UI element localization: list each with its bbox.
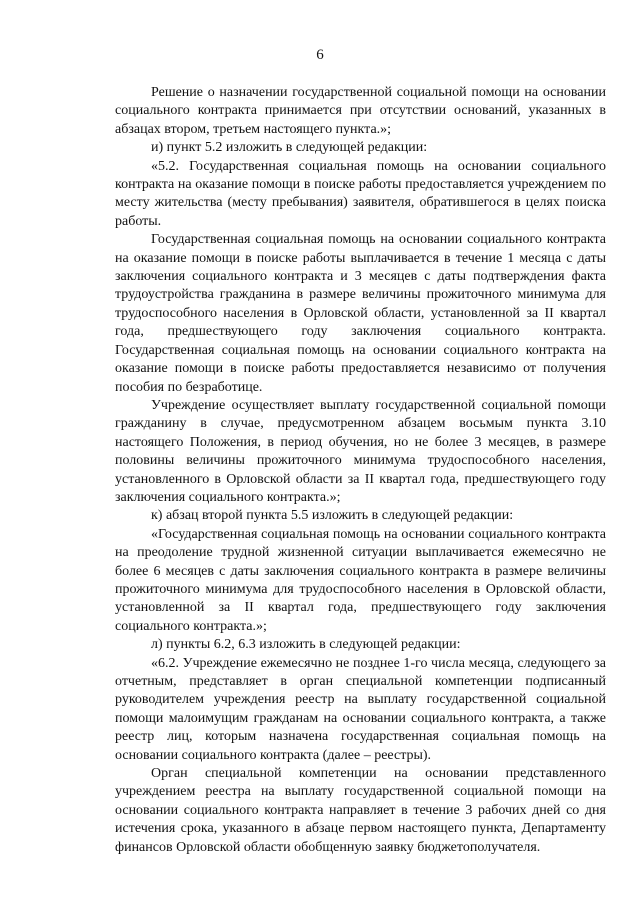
paragraph-competent-authority: Орган специальной компетенции на основании представленного учреждением реестра на выплату государственной социальной помощи на основании социального контракта направляет в течение 3 рабочих дней со дня истечения срока, указанного в абзаце первом настоящего пункта, Департаменту финансов Орловской области обобщенную заявку бюджетополучателя.: [115, 766, 606, 855]
page-number: 6: [316, 47, 324, 63]
paragraph-item-i: и) пункт 5.2 изложить в следующей редакции:: [151, 140, 428, 156]
paragraph-training-payment: Учреждение осуществляет выплату государственной социальной помощи гражданину в случае, предусмотренном абзацем восьмым пункта 3.10 настоящего Положения, в период обучения, но не более 3 месяцев, в размере половины величины прожиточного минимума трудоспособного населения, установленного в Орловской области за II квартал года, предшествующего году заключения социального контракта.»;: [115, 397, 606, 505]
paragraph-5-2: «5.2. Государственная социальная помощь на основании социального контракта на оказание помощи в поиске работы предоставляется учреждением по месту жительства (месту пребывания) заявителя, обратившегося в целях поиска работы.: [115, 158, 606, 229]
paragraph-hardship-payment: «Государственная социальная помощь на основании социального контракта на преодоление трудной жизненной ситуации выплачивается ежемесячно не более 6 месяцев с даты заключения социального контракта в размере величины прожиточного минимума для трудоспособного населения в Орловской области, установленной за II квартал года, предшествующего году заключения социального контракта.»;: [115, 526, 606, 634]
document-body: [115, 84, 606, 857]
paragraph-item-l: л) пункты 6.2, 6.3 изложить в следующей редакции:: [151, 637, 461, 653]
paragraph-decision-basis: Решение о назначении государственной социальной помощи на основании социального контракта принимается при отсутствии оснований, указанных в абзацах втором, третьем настоящего пункта.»;: [115, 85, 606, 137]
paragraph-job-search-payment: Государственная социальная помощь на основании социального контракта на оказание помощи в поиске работы выплачивается в течение 1 месяца с даты заключения социального контракта и 3 месяцев с даты подтверждения факта трудоустройства гражданина в размере величины прожиточного минимума для трудоспособного населения в Орловской области, установленной за II квартал года, предшествующего году заключения социального контракта. Государственная социальная помощь на основании социального контракта на оказание помощи в поиске работы предоставляется независимо от получения пособия по безработице.: [115, 232, 606, 395]
paragraph-6-2: «6.2. Учреждение ежемесячно не позднее 1-го числа месяца, следующего за отчетным, представляет в орган специальной компетенции подписанный руководителем учреждения реестр на выплату государственной социальной помощи малоимущим гражданам на основании социального контракта, а также реестр лиц, которым назначена государственная социальная помощь на основании социального контракта (далее – реестры).: [115, 655, 606, 763]
paragraph-item-k: к) абзац второй пункта 5.5 изложить в следующей редакции:: [151, 508, 514, 524]
